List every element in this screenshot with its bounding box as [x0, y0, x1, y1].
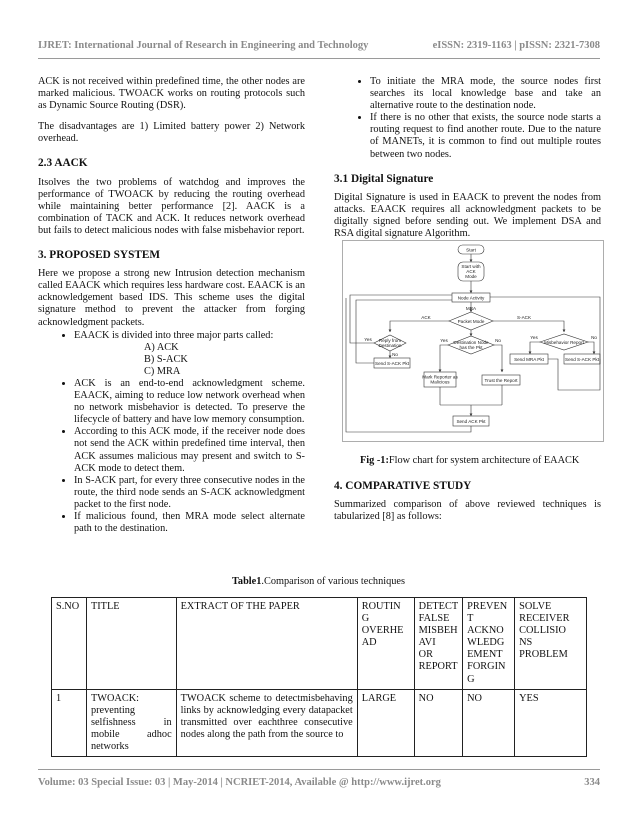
footer-rule	[38, 769, 600, 770]
fc-ack-label: ACK	[421, 315, 431, 320]
fc-misbehavior-label: Misbehavior Report	[544, 340, 584, 345]
running-footer	[38, 777, 600, 788]
fc-send-ack-label: Send ACK Pkt	[456, 419, 486, 424]
header-rule	[38, 58, 600, 59]
comparison-table	[51, 597, 587, 757]
header-prevent: PREVEN T ACKNO WLEDG EMENT FORGIN G	[463, 598, 515, 690]
journal-title: IJRET: International Journal of Research in Engineering and Technology	[38, 40, 369, 51]
svg-text:Malicious: Malicious	[430, 379, 450, 385]
page-number: 334	[584, 777, 600, 788]
svg-text:Reply from: Reply from	[378, 338, 402, 343]
list-item: • In S-ACK part, for every three consecutive nodes in the route, the third node sends an S-ACK acknowledgment packet to the first node.	[74, 475, 305, 511]
paragraph: Here we propose a strong new Intrusion detection mechanism called EAACK which requires less hardware cost. EAACK is an acknowledgement based IDS. This scheme uses the digital signature method to prevent the attacker from forging acknowledgment packets.	[38, 268, 305, 328]
list-item: • ACK is an end-to-end acknowledgment scheme. EAACK, aiming to reduce low network overhead when no network misbehavior is detected. To preserve the lifecycle of battery and have low memory consumption.	[74, 378, 305, 426]
right-column	[334, 76, 601, 249]
fc-send-sack-label: Send S-ACK Pkt	[375, 361, 409, 366]
paragraph: ACK is not received within predefined time, the other nodes are marked malicious. TWOACK works on routing protocols such as Dynamic Source Routing (DSR).	[38, 76, 305, 112]
svg-text:Start with: Start with	[461, 264, 481, 269]
svg-text:No: No	[495, 338, 501, 343]
list-item: • If there is no other that exists, the source node starts a routing request to find another route. Due to the nature of MANETs, it is common to find out multiple routes between two nodes.	[370, 112, 601, 160]
svg-text:No: No	[392, 352, 398, 357]
fc-sack-label: S-ACK	[516, 315, 532, 320]
svg-text:Yes: Yes	[530, 335, 538, 340]
flowchart-figure	[342, 240, 604, 442]
section-heading-comparative: 4. COMPARATIVE STUDY	[334, 480, 472, 492]
issn: eISSN: 2319-1163 | pISSN: 2321-7308	[432, 40, 600, 51]
header-routing: ROUTIN G OVERHE AD	[357, 598, 414, 690]
list-item: • If malicious found, then MRA mode select alternate path to the destination.	[74, 511, 305, 535]
table-row: 1 TWOACK: preventing selfishness in mobile adhoc networks TWOACK scheme to detectmisbehaving links by acknowledging every datapacket transmitted over eachthree consecutive nodes along the path from the source to LARGE NO NO YES	[52, 689, 587, 756]
fc-packet-mode-label: Packet Mode	[457, 319, 485, 324]
fc-node-activity-label: Node Activity	[457, 295, 485, 301]
paragraph: Digital Signature is used in EAACK to prevent the nodes from attacks. EAACK requires all acknowledgment packets to be digitally signed before sending out. We implement DSA and RSA digital signature Algorithm.	[334, 191, 601, 240]
header-solve: SOLVE RECEIVER COLLISIO NS PROBLEM	[515, 598, 587, 690]
header-title: TITLE	[86, 598, 176, 690]
section-heading-digital-signature: 3.1 Digital Signature	[334, 172, 434, 185]
left-column	[38, 76, 305, 535]
fc-send-mra-label: Send MRA Pkt	[514, 357, 544, 362]
paragraph: The disadvantages are 1) Limited battery power 2) Network overhead.	[38, 121, 305, 145]
svg-text:Mode: Mode	[465, 274, 477, 279]
header-extract: EXTRACT OF THE PAPER	[176, 598, 357, 690]
svg-text:Destination Node: Destination Node	[453, 340, 489, 345]
bullet-list	[38, 330, 305, 536]
sub-list: A) ACK B) S-ACK C) MRA	[144, 341, 188, 377]
comparative-section	[334, 474, 601, 532]
paragraph: Summarized comparison of above reviewed techniques is tabularized [8] as follows:	[334, 499, 601, 523]
running-header	[38, 40, 600, 51]
fc-start-label: Start	[466, 247, 476, 253]
fc-trust-label: Trust the Report	[484, 378, 518, 383]
section-heading-aack: 2.3 AACK	[38, 157, 88, 170]
table-header-row	[52, 598, 587, 690]
svg-text:Yes: Yes	[440, 338, 448, 343]
bullet-list	[334, 76, 601, 161]
table-caption: Table1.Comparison of various techniques	[232, 576, 405, 587]
svg-text:Destination: Destination	[378, 343, 402, 348]
list-item: • According to this ACK mode, if the receiver node does not send the ACK within predefined time interval, then ACK assumes malicious may present and switch to S-ACK mode to detect them.	[74, 426, 305, 474]
list-item: • EAACK is divided into three major parts called: A) ACK B) S-ACK C) MRA	[74, 330, 305, 378]
paragraph: Itsolves the two problems of watchdog and improves the performance of TWOACK by reducing the routing overhead while maintaining better performance [2]. AACK is a combination of TACK and ACK. It reduces network overhead but fails to detect malicious nodes with false misbehavior report.	[38, 176, 305, 236]
svg-text:Yes: Yes	[364, 337, 372, 342]
section-heading-proposed: 3. PROPOSED SYSTEM	[38, 249, 161, 262]
svg-text:has the Pkt: has the Pkt	[459, 345, 483, 350]
header-detect: DETECT FALSE MISBEH AVI OR REPORT	[414, 598, 462, 690]
svg-text:Mark Reporter as: Mark Reporter as	[422, 374, 458, 380]
header-sno: S.NO	[52, 598, 87, 690]
list-item: • To initiate the MRA mode, the source nodes first searches its local knowledge base and take an alternative route to the destination node.	[370, 76, 601, 112]
figure-caption: Fig -1:Flow chart for system architecture of EAACK	[360, 455, 580, 466]
svg-text:ACK: ACK	[466, 269, 476, 274]
fc-mra-label: MRA	[465, 306, 477, 311]
fc-send-sack2-label: Send S-ACK Pkt	[565, 357, 599, 362]
svg-text:No: No	[591, 335, 597, 340]
footer-text: Volume: 03 Special Issue: 03 | May-2014 | NCRIET-2014, Available @ http://www.ijret.org	[38, 777, 441, 788]
